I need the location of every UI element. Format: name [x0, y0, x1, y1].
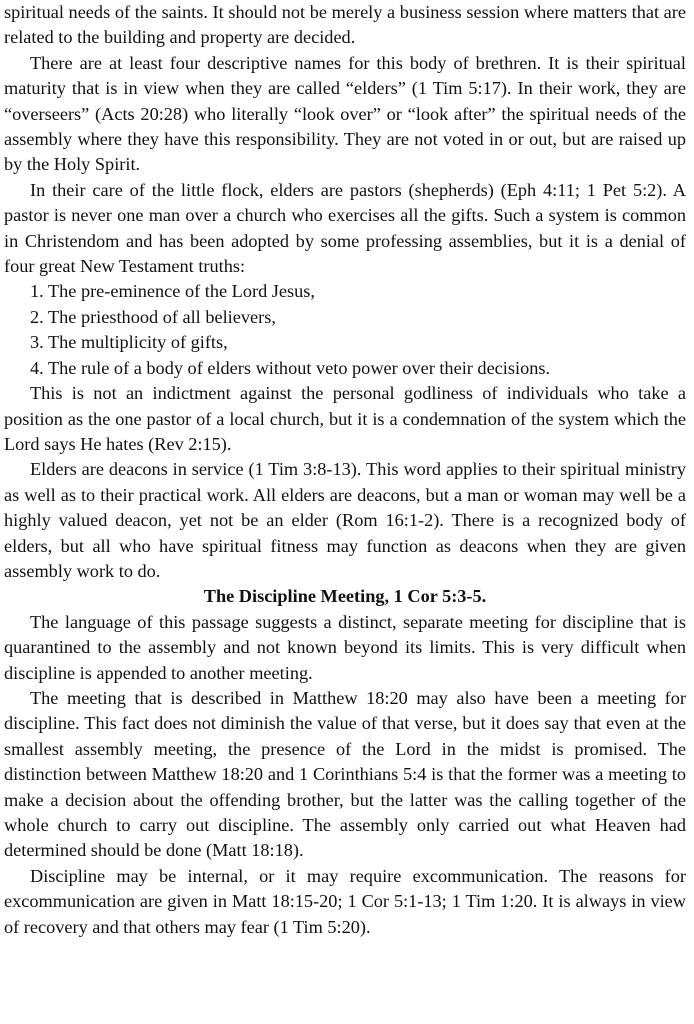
list-item-truth-4: 4. The rule of a body of elders without veto power over their decisions. [30, 357, 551, 378]
paragraph-continuation: spiritual needs of the saints. It should not be merely a business session where matters that are related to the building and property are decided. [4, 2, 686, 48]
paragraph-excommunication: Discipline may be internal, or it may require excommunication. The reasons for excommunication are given in Matt 18:15-20; 1 Cor 5:1-13; 1 Tim 1:20. It is always in view of recovery and that others may fear (1 Tim 5:20). [4, 865, 686, 937]
paragraph-elders-names: There are at least four descriptive names for this body of brethren. It is their spiritual maturity that is in view when they are called “elders” (1 Tim 5:17). In their work, they are “overseers” (Acts 20:28) who literally “look over” or “look after” the spiritual needs of the assembly where they have this responsibility. They are not voted in or out, but are raised up by the Holy Spirit. [4, 52, 686, 175]
list-item-truth-1: 1. The pre-eminence of the Lord Jesus, [30, 281, 315, 302]
section-heading: The Discipline Meeting, 1 Cor 5:3-5. [203, 586, 487, 607]
paragraph-deacons: Elders are deacons in service (1 Tim 3:8-13). This word applies to their spiritual ministry as well as to their practical work. All elders are deacons, but a man or woman may well be a highly valued deacon, yet not be an elder (Rom 16:1-2). There is a recognized body of elders, but all who have spiritual fitness may function as deacons when they are given assembly work to do. [4, 459, 686, 581]
paragraph-indictment: This is not an indictment against the personal godliness of individuals who take a position as the one pastor of a local church, but it is a condemnation of the system which the Lord says He hates (Rev 2:15). [4, 383, 686, 454]
list-item-truth-2: 2. The priesthood of all believers, [30, 306, 276, 327]
paragraph-discipline-language: The language of this passage suggests a distinct, separate meeting for discipline that is quarantined to the assembly and not known beyond its limits. This is very difficult when discipline is appended to another meeting. [4, 611, 686, 683]
paragraph-pastors: In their care of the little flock, elders are pastors (shepherds) (Eph 4:11; 1 Pet 5:2). A pastor is never one man over a church who exercises all the gifts. Such a system is common in Christendom and has been adopted by some professing assemblies, but it is a denial of four great New Testament truths: [4, 179, 686, 277]
document-page [4, 0, 686, 940]
list-item-truth-3: 3. The multiplicity of gifts, [30, 332, 228, 353]
paragraph-matthew-meeting: The meeting that is described in Matthew 18:20 may also have been a meeting for discipline. This fact does not diminish the value of that verse, but it does say that even at the smallest assembly meeting, the presence of the Lord in the midst is promised. The distinction between Matthew 18:20 and 1 Corinthians 5:4 is that the former was a meeting to make a decision about the offending brother, but the latter was the calling together of the whole church to carry out discipline. The assembly only carried out what Heaven had determined should be done (Matt 18:18). [4, 687, 686, 861]
